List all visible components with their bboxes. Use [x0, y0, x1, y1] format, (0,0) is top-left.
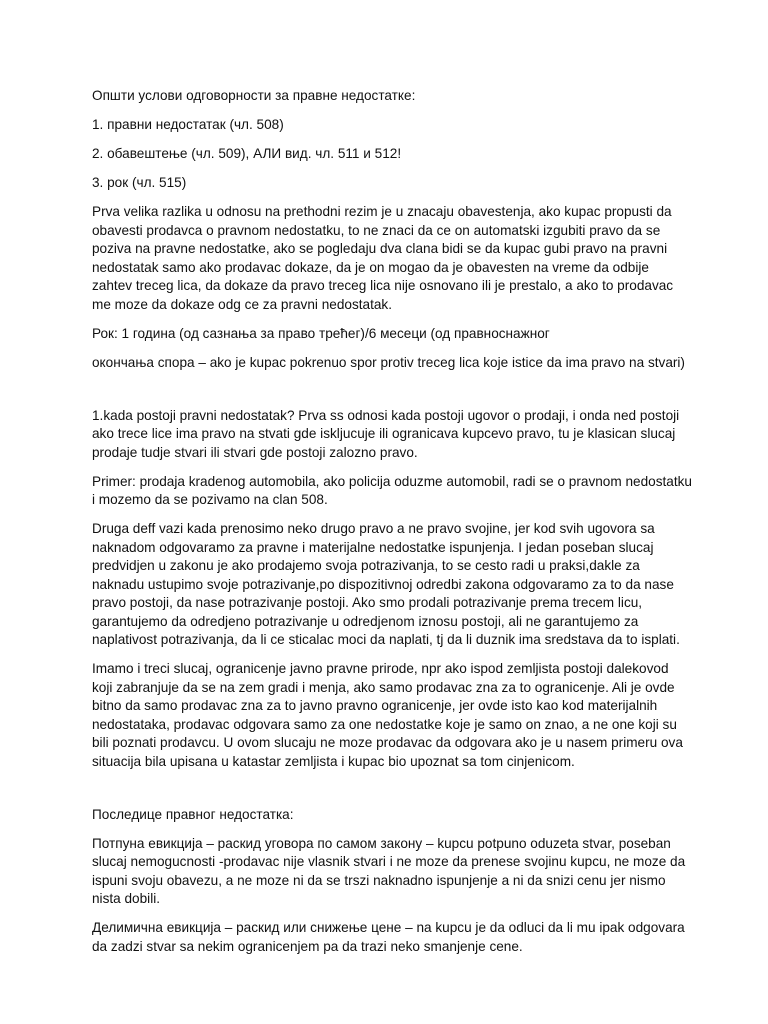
rok-line-continued: окончања спора – ako je kupac pokrenuo spor protiv treceg lica koje istice da ima pravo na stvari): [92, 354, 685, 370]
list-item: 3. рок (чл. 515): [92, 175, 187, 190]
paragraph-treci-slucaj: Imamo i treci slucaj, ogranicenje javno pravne prirode, npr ako ispod zemljista postoji dalekovod koji zabranjuje da se na zem gradi i menja, ako samo prodavac zna za to ogranicenje. Ali je ovde bitno da samo prodavac zna za to javno pravno ogranicenje, jer ovde isto kao kod materijalnih nedostataka, prodavac odgovara samo za one nedostatke koje je samo on znao, a ne one koji su bili poznati prodavcu. U ovom slucaju ne moze prodavac da odgovara ako je u nasem primeru ova situacija bila upisana u katastar zemljista i kupac bio upoznat sa tom cinjenicom.: [92, 661, 683, 769]
spacer: [92, 383, 692, 407]
paragraph-primer: Primer: prodaja kradenog automobila, ako policija oduzme automobil, radi se o pravnom nedostatku i mozemo da se pozivamo na clan 508.: [92, 473, 692, 507]
rok-line: Рок: 1 година (од сазнања за право трећег)/6 месеци (од правноснажног: [92, 325, 550, 341]
section-heading: Општи услови одговорности за правне недостатке:: [92, 88, 416, 103]
list-item: 1. правни недостатак (чл. 508): [92, 117, 284, 132]
document-body: [92, 87, 692, 967]
paragraph-delimicna-evikcija: Делимична евикција – раскид или снижење цене – na kupcu je da odluci da li mu ipak odgovara da zadzi stvar sa nekim ogranicenjem pa da trazi neko smanjenje cene.: [92, 920, 685, 954]
paragraph-obavestenje: Prva velika razlika u odnosu na prethodni rezim je u znacaju obavestenja, ako kupac propusti da obavesti prodavca o pravnom nedostatku, to ne znaci da ce on automatski izgubiti pravo da se poziva na pravne nedostatke, ako se pogledaju dva clana bidi se da kupac gubi pravo na pravni nedostatak samo ako prodavac dokaze, da je on mogao da je obavesten na vreme da odbije zahtev treceg lica, da dokaze da pravo treceg lica nije osnovano ili je prestalo, a ako to prodavac me moze da dokaze odg ce za pravni nedostatak.: [92, 204, 674, 312]
paragraph-potpuna-evikcija: Потпуна евикција – раскид уговора по самом закону – kupcu potpuno oduzeta stvar, poseban slucaj nemogucnosti -prodavac nije vlasnik stvari i ne moze da prenese svojinu kupcu, ne moze da ispuni svoju obavezu, a ne moze ni da se trszi naknadno ispunjenje a ni da snizi cenu jer nismo nista dobili.: [92, 835, 686, 906]
paragraph-druga-deff: Druga deff vazi kada prenosimo neko drugo pravo a ne pravo svojine, jer kod svih ugovora sa naknadom odgovaramo za pravne i materijalne nedostatke ispunjenja. I jedan poseban slucaj predvidjen u zakonu je ako prodajemo svoja potrazivanja, to se cesto radi u praksi,dakle za naknadu ustupimo svoje potrazivanje,po dispozitivnoj odredbi zakona odgovaramo za to da nase pravo postoji, da nase potrazivanje postoji. Ako smo prodali potrazivanje prema trecem licu, garantujemo da odredjeno potrazivanje u odredjenom iznosu postoji, ali ne garantujemo za naplativost potrazivanja, da li ce sticalac moci da naplati, tj da li duznik ima sredstava da to isplati.: [92, 521, 680, 647]
paragraph-kada-postoji: 1.kada postoji pravni nedostatak? Prva ss odnosi kada postoji ugovor o prodaji, i onda ned postoji ako trece lice ima pravo na stvati gde iskljucuje ili ogranicava kupcevo pravo, tu je klasican slucaj prodaje tudje stvari ili stvari gde postoji zalozno pravo.: [92, 407, 680, 460]
spacer: [92, 782, 692, 806]
list-item: 2. обавештење (чл. 509), АЛИ вид. чл. 511 и 512!: [92, 146, 402, 161]
section-heading-posledice: Последице правног недостатка:: [92, 806, 294, 822]
